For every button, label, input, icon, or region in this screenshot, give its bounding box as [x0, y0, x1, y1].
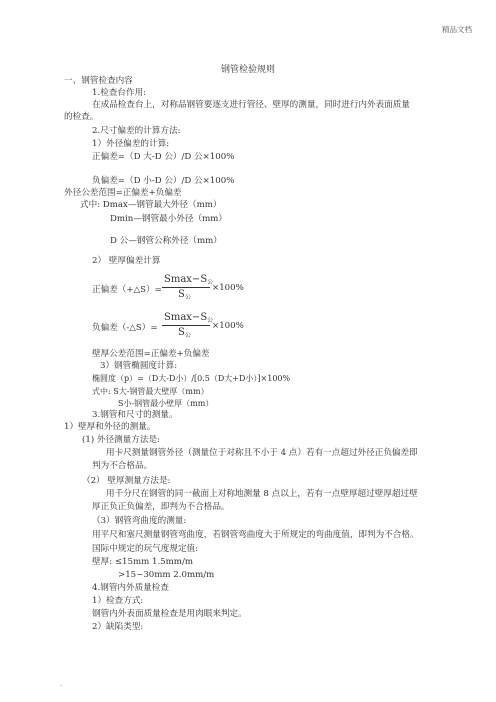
formula-positive — [92, 275, 292, 305]
text-line: 2）缺陷类型: — [92, 622, 144, 632]
formula-tail: ×100% — [212, 321, 244, 331]
formula-tail: ×100% — [212, 283, 244, 293]
text-line: （3）钢管弯曲度的测量: — [92, 516, 187, 526]
text-line: 在成品检查台上，对称品钢管要逐支进行管径、壁厚的测量，同时进行内外表面质量 — [92, 100, 410, 110]
text-line: 判为不合格品。 — [92, 461, 153, 471]
formula-numerator: $Smax-S_公$ — [164, 312, 214, 324]
text-line: 1）壁厚和外径的测量。 — [64, 422, 156, 432]
formula-numerator: $Smax-S_公$ — [164, 274, 214, 286]
text-line: 国际中规定的玩气度规定值: — [92, 544, 199, 554]
text-line: 的检查。 — [64, 112, 99, 122]
spec-line: >15~30mm 2.0mm/m — [118, 570, 215, 580]
text-line: 1）检查方式: — [92, 596, 144, 606]
text-line: 式中: Dmax—钢管最大外径（mm） — [80, 200, 222, 210]
text-line: 用平尺和塞尺测量钢管弯曲度，若钢管弯曲度大于所规定的弯曲度值，即判为不合格。 — [92, 530, 419, 540]
spec-line: 壁厚: ≤15mm 1.5mm/m — [92, 557, 193, 567]
fraction-bar — [162, 325, 210, 326]
section-heading: 一、钢管检查内容 — [64, 76, 133, 86]
text-line: 钢管内外表面质量检查是用肉眼来判定。 — [92, 609, 247, 619]
text-line: 4.钢管内外质量检查 — [92, 583, 169, 593]
formula-denominator: $S_公$ — [178, 289, 191, 301]
text-line: 1）外径偏差的计算: — [92, 139, 170, 149]
text-line: 用千分尺在钢管的同一截面上对称地测量 8 点以上，若有一点壁厚超过壁厚超过壁 — [106, 489, 418, 499]
header-label: 精品文档 — [442, 25, 472, 34]
text-line: 厚正负正负偏差，即判为不合格品。 — [92, 502, 230, 512]
text-line: D 公—钢管公称外径（mm） — [110, 236, 222, 246]
text-line: 用卡尺测量钢管外径（测量位于对称且不小于 4 点）若有一点超过外径正负偏差即 — [106, 448, 418, 458]
formula-label: 正偏差（+△S）= — [92, 285, 162, 295]
text-line: 外径公差范围=正偏差+负偏差 — [64, 188, 182, 198]
text-line: 2） 壁厚偏差计算 — [92, 256, 161, 266]
text-line: (1) 外径测量方法是: — [82, 435, 160, 445]
fraction-bar — [162, 287, 210, 288]
text-line: 2.尺寸偏差的计算方法: — [92, 126, 181, 136]
text-line: S小-钢管最小壁厚（mm） — [118, 399, 214, 408]
text-line: 式中: S大-钢管最大壁厚（mm） — [92, 387, 209, 396]
formula-line: 负偏差=（D 小-D 公）/D 公×100% — [92, 176, 235, 186]
text-line: Dmin—钢管最小外径（mm） — [110, 214, 227, 224]
formula-line: 正偏差=（D 大-D 公）/D 公×100% — [92, 152, 235, 162]
formula-label: 负偏差（-△S）= — [92, 323, 158, 333]
text-line: 3）钢管椭圆度计算: — [100, 361, 178, 371]
text-line: 壁厚公差范围=正偏差+负偏差 — [92, 349, 210, 359]
text-line: 3.钢管和尺寸的测量。 — [92, 410, 178, 420]
footer-mark: . — [60, 680, 63, 688]
formula-negative — [92, 313, 292, 343]
text-line: （2） 壁厚测量方法是: — [82, 476, 171, 486]
formula-denominator: $S_公$ — [178, 327, 191, 339]
document-title: 钢管检验规则 — [220, 65, 275, 75]
text-line: 1.检查台作用: — [92, 88, 147, 98]
formula-line: 椭圆度（p）=（D大-D小）/[0.5（D大+D小）]×100% — [92, 374, 291, 383]
